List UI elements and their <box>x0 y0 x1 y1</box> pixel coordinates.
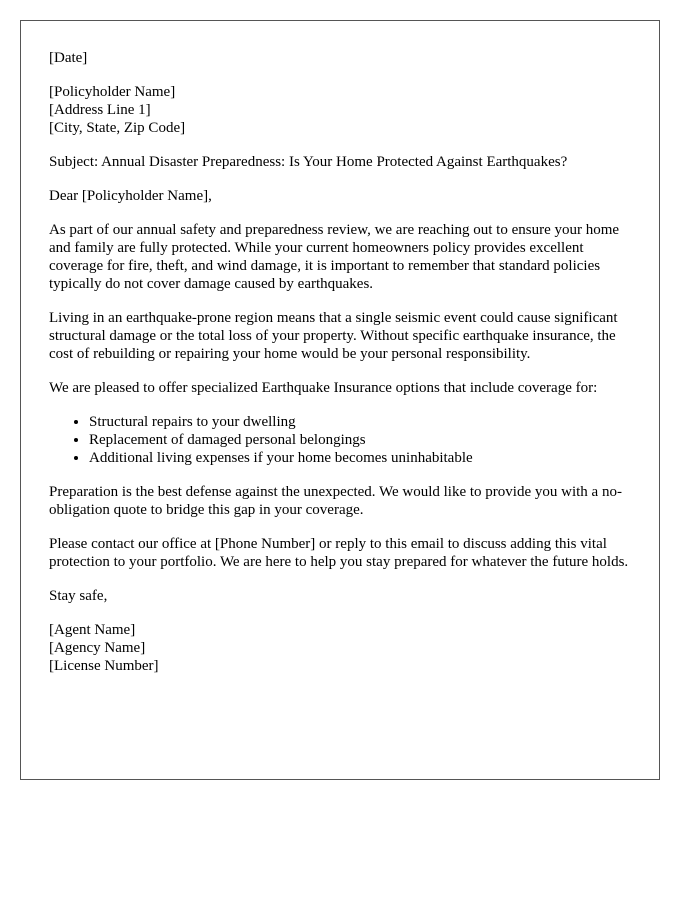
letter-date <box>49 49 631 67</box>
signature-license-number: [License Number] <box>49 658 159 674</box>
letter-signature <box>49 621 631 675</box>
recipient-address-line-1: [Address Line 1] <box>49 102 151 118</box>
letter-salutation: Dear [Policyholder Name], <box>49 188 212 204</box>
body-paragraph-intro: As part of our annual safety and preparedness review, we are reaching out to ensure your home and family are fully protected. While your current homeowners policy provides excellent coverage for fire, theft, and wind damage, it is important to remember that standard policies typically do not cover damage caused by earthquakes. <box>49 222 620 292</box>
body-paragraph-offer: We are pleased to offer specialized Earthquake Insurance options that include coverage for: <box>49 380 598 396</box>
coverage-item: • Structural repairs to your dwelling <box>89 413 631 431</box>
recipient-city-state-zip: [City, State, Zip Code] <box>49 120 186 136</box>
coverage-list <box>49 413 631 467</box>
letter-subject: Subject: Annual Disaster Preparedness: Is Your Home Protected Against Earthquakes? <box>49 154 568 170</box>
body-paragraph-risk: Living in an earthquake-prone region means that a single seismic event could cause significant structural damage or the total loss of your property. Without specific earthquake insurance, the cost of rebuilding or repairing your home would be your personal responsibility. <box>49 310 618 362</box>
coverage-item: • Replacement of damaged personal belongings <box>89 431 631 449</box>
signature-agent-name: [Agent Name] <box>49 622 136 638</box>
date-text: [Date] <box>49 50 88 66</box>
body-paragraph-quote: Preparation is the best defense against the unexpected. We would like to provide you with a no-obligation quote to bridge this gap in your coverage. <box>49 484 622 518</box>
recipient-address <box>49 83 631 137</box>
recipient-name: [Policyholder Name] <box>49 84 176 100</box>
signature-agency-name: [Agency Name] <box>49 640 146 656</box>
letter-sign-off: Stay safe, <box>49 588 108 604</box>
coverage-item: • Additional living expenses if your home becomes uninhabitable <box>89 449 631 467</box>
body-paragraph-contact: Please contact our office at [Phone Number] or reply to this email to discuss adding this vital protection to your portfolio. We are here to help you stay prepared for whatever the future holds. <box>49 536 629 570</box>
letter-document <box>20 20 660 780</box>
